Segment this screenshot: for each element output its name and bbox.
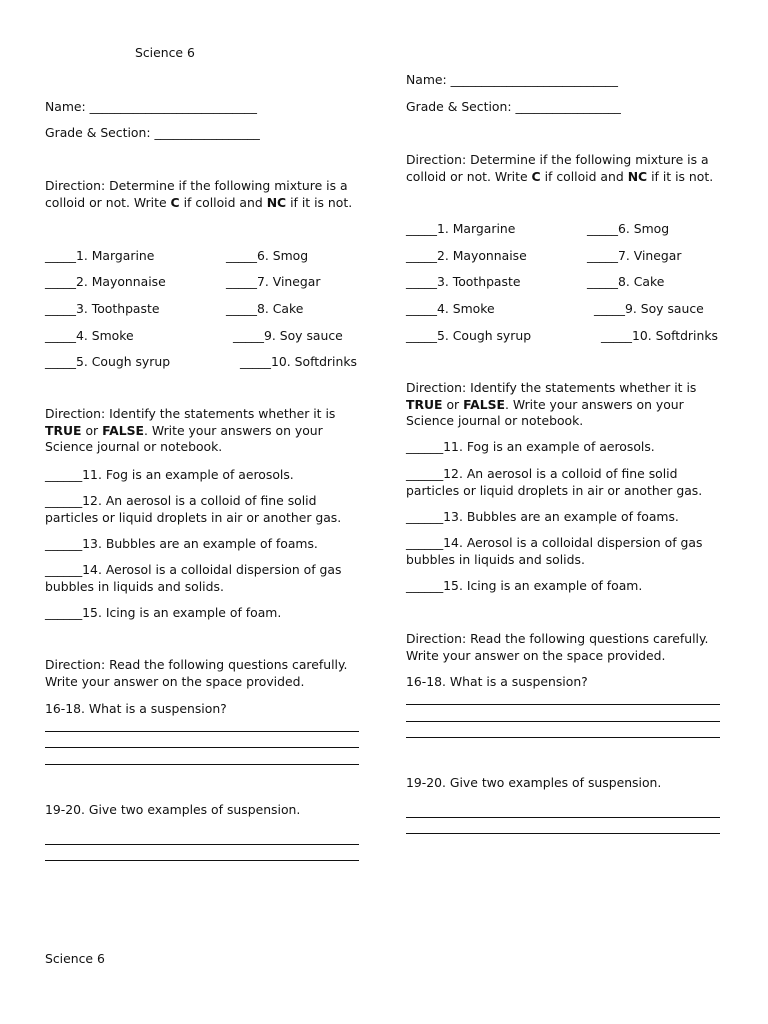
- direction-colloid: Direction: Determine if the following mixture is a colloid or not. Write C if colloid and NC if it is not.: [406, 152, 714, 184]
- item-7[interactable]: _____7. Vinegar: [226, 274, 321, 289]
- item-6[interactable]: _____6. Smog: [226, 248, 309, 263]
- answer-line[interactable]: [45, 747, 359, 748]
- answer-line[interactable]: [406, 833, 720, 834]
- item-3[interactable]: _____3. Toothpaste: [45, 301, 160, 316]
- item-4[interactable]: _____4. Smoke: [406, 301, 495, 316]
- statement-14[interactable]: ______14. Aerosol is a colloidal dispersion of gas bubbles in liquids and solids.: [45, 562, 342, 594]
- item-10[interactable]: _____10. Softdrinks: [240, 354, 357, 369]
- question-suspension: 16-18. What is a suspension?: [406, 674, 588, 689]
- question-examples: 19-20. Give two examples of suspension.: [406, 775, 662, 790]
- item-2[interactable]: _____2. Mayonnaise: [45, 274, 166, 289]
- answer-line[interactable]: [406, 721, 720, 722]
- statement-15[interactable]: ______15. Icing is an example of foam.: [406, 578, 643, 593]
- page-footer: Science 6: [45, 951, 105, 966]
- statement-13[interactable]: ______13. Bubbles are an example of foams.: [45, 536, 318, 551]
- answer-line[interactable]: [45, 764, 359, 765]
- name-field[interactable]: Name: ___________________________: [406, 72, 618, 87]
- direction-essay: Direction: Read the following questions carefully. Write your answer on the space provided.: [406, 631, 709, 663]
- grade-section-field[interactable]: Grade & Section: _________________: [45, 125, 260, 140]
- direction-essay: Direction: Read the following questions carefully. Write your answer on the space provided.: [45, 657, 348, 689]
- item-4[interactable]: _____4. Smoke: [45, 328, 134, 343]
- item-9[interactable]: _____9. Soy sauce: [233, 328, 343, 343]
- statement-11[interactable]: ______11. Fog is an example of aerosols.: [45, 467, 294, 482]
- grade-section-field[interactable]: Grade & Section: _________________: [406, 99, 621, 114]
- item-10[interactable]: _____10. Softdrinks: [601, 328, 718, 343]
- name-field[interactable]: Name: ___________________________: [45, 99, 257, 114]
- statement-13[interactable]: ______13. Bubbles are an example of foams.: [406, 509, 679, 524]
- item-8[interactable]: _____8. Cake: [226, 301, 304, 316]
- answer-line[interactable]: [45, 844, 359, 845]
- statement-12[interactable]: ______12. An aerosol is a colloid of fine solid particles or liquid droplets in air or another gas.: [406, 466, 703, 498]
- answer-line[interactable]: [406, 704, 720, 705]
- answer-line[interactable]: [406, 817, 720, 818]
- item-2[interactable]: _____2. Mayonnaise: [406, 248, 527, 263]
- answer-line[interactable]: [45, 860, 359, 861]
- item-6[interactable]: _____6. Smog: [587, 221, 670, 236]
- answer-line[interactable]: [406, 737, 720, 738]
- item-3[interactable]: _____3. Toothpaste: [406, 274, 521, 289]
- statement-14[interactable]: ______14. Aerosol is a colloidal dispersion of gas bubbles in liquids and solids.: [406, 535, 703, 567]
- item-1[interactable]: _____1. Margarine: [406, 221, 516, 236]
- direction-true-false: Direction: Identify the statements whether it is TRUE or FALSE. Write your answers on your Science journal or notebook.: [45, 406, 336, 454]
- page-header: Science 6: [135, 45, 195, 60]
- statement-15[interactable]: ______15. Icing is an example of foam.: [45, 605, 282, 620]
- item-7[interactable]: _____7. Vinegar: [587, 248, 682, 263]
- item-5[interactable]: _____5. Cough syrup: [406, 328, 532, 343]
- direction-colloid: Direction: Determine if the following mixture is a colloid or not. Write C if colloid and NC if it is not.: [45, 178, 353, 210]
- item-1[interactable]: _____1. Margarine: [45, 248, 155, 263]
- statement-11[interactable]: ______11. Fog is an example of aerosols.: [406, 439, 655, 454]
- question-suspension: 16-18. What is a suspension?: [45, 701, 227, 716]
- answer-line[interactable]: [45, 731, 359, 732]
- statement-12[interactable]: ______12. An aerosol is a colloid of fine solid particles or liquid droplets in air or another gas.: [45, 493, 342, 525]
- question-examples: 19-20. Give two examples of suspension.: [45, 802, 301, 817]
- item-5[interactable]: _____5. Cough syrup: [45, 354, 171, 369]
- item-9[interactable]: _____9. Soy sauce: [594, 301, 704, 316]
- direction-true-false: Direction: Identify the statements whether it is TRUE or FALSE. Write your answers on your Science journal or notebook.: [406, 380, 697, 428]
- item-8[interactable]: _____8. Cake: [587, 274, 665, 289]
